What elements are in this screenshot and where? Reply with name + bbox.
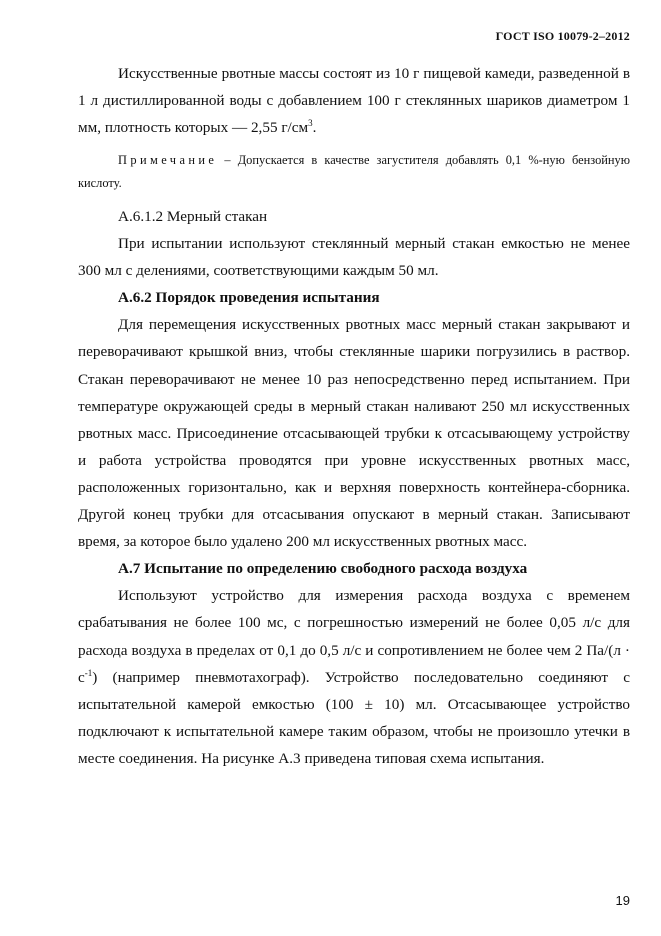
document-header: ГОСТ ISO 10079-2–2012 xyxy=(495,29,630,43)
page-number: 19 xyxy=(615,893,630,908)
paragraph-artificial-vomit xyxy=(78,60,630,141)
paragraph-text-cont: ) (например пневмотахограф). Устройство последовательно соединяют с испытательной камерой емкостью (100 ± 10) мл. Отсасывающее устройство подключают к испытательной камере таким образом, чтобы не произошло утечки в месте соединения. На рисунке А.3 приведена типовая схема испытания. xyxy=(78,668,630,767)
heading-a-6-1-2: А.6.1.2 Мерный стакан xyxy=(118,208,268,225)
note-label: Примечание xyxy=(118,153,218,167)
paragraph-end: . xyxy=(312,119,317,136)
paragraph-measuring-beaker: При испытании используют стеклянный мерный стакан емкостью не менее 300 мл с делениями, соответствующими каждым 50 мл. xyxy=(78,235,630,280)
superscript: 3 xyxy=(308,117,313,128)
heading-a-7: А.7 Испытание по определению свободного расхода воздуха xyxy=(118,560,528,578)
document-body xyxy=(78,60,630,772)
paragraph-free-air-flow xyxy=(78,582,630,772)
note-text: – Допускается в качестве загустителя добавлять 0,1 %-ную бензойную кислоту. xyxy=(78,153,630,190)
note xyxy=(78,149,630,195)
paragraph-text: Искусственные рвотные массы состоят из 10 г пищевой камеди, разведенной в 1 л дистиллированной воды с добавлением 100 г стеклянных шариков диаметром 1 мм, плотность которых — 2,55 г/см xyxy=(78,65,630,136)
heading-a-6-2: А.6.2 Порядок проведения испытания xyxy=(118,289,380,307)
paragraph-test-procedure: Для перемещения искусственных рвотных масс мерный стакан закрывают и переворачивают крышкой вниз, чтобы стеклянные шарики погрузились в раствор. Стакан переворачивают не менее 10 раз непосредственно перед испытанием. При температуре окружающей среды в мерный стакан наливают 250 мл искусственных рвотных масс. Присоединение отсасывающей трубки к отсасывающему устройству и работа устройства проводятся при уровне искусственных рвотных масс, расположенных горизонтально, как и верхняя поверхность контейнера-сборника. Другой конец трубки для отсасывания опускают в мерный стакан. Записывают время, за которое было удалено 200 мл искусственных рвотных масс. xyxy=(78,316,630,551)
paragraph-text: Используют устройство для измерения расхода воздуха с временем срабатывания не более 100 мс, с погрешностью измерений не более 0,05 л/с для расхода воздуха в пределах от 0,1 до 0,5 л/с и сопротивлением не более чем 2 Па/(л · с xyxy=(78,587,630,686)
superscript: -1 xyxy=(84,667,93,678)
